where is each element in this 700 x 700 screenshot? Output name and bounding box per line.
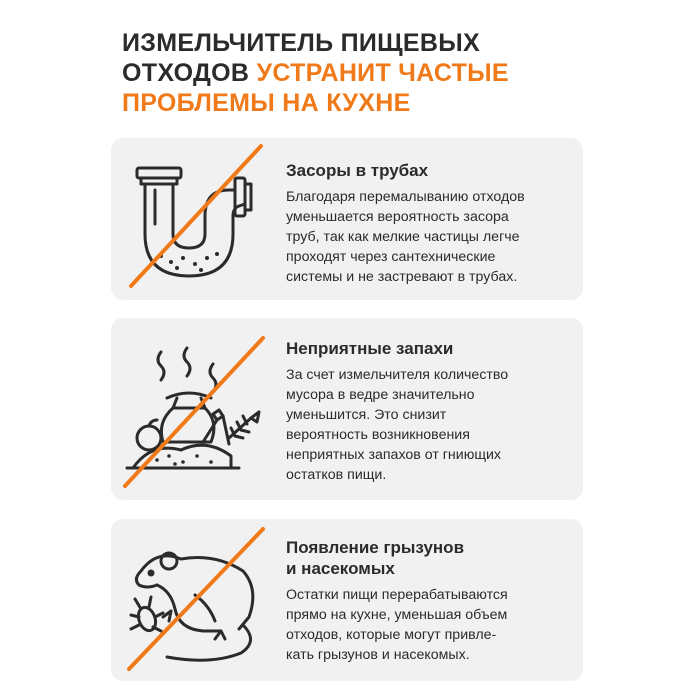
card-bad-smells xyxy=(111,318,583,500)
card-description: Остатки пищи перерабатываются прямо на кухне, уменьшая объем отходов, которые могут привле- кать грызунов и насекомых. xyxy=(286,587,508,663)
headline xyxy=(122,28,602,118)
icon-area xyxy=(111,318,276,500)
garbage-smell-icon xyxy=(111,318,276,500)
card-text xyxy=(286,160,565,287)
icon-area xyxy=(111,519,276,681)
card-text xyxy=(286,537,565,665)
card-description: За счет измельчителя количество мусора в ведре значительно уменьшится. Это снизит вероятность возникновения неприятных запахов от гниющих остатков пищи. xyxy=(286,367,509,483)
card-rodents-insects xyxy=(111,519,583,681)
card-title: Засоры в трубах xyxy=(286,161,429,180)
card-text xyxy=(286,338,565,485)
card-title: Неприятные запахи xyxy=(286,339,454,358)
headline-line2-dark: ОТХОДОВ xyxy=(122,59,257,87)
card-description: Благодаря перемалыванию отходов уменьшается вероятность засора труб, так как мелкие частицы легче проходят через сантехнические системы и не застревают в трубах. xyxy=(286,189,525,285)
headline-line2-accent: УСТРАНИТ ЧАСТЫЕ xyxy=(256,59,509,87)
card-title: Появление грызунов и насекомых xyxy=(286,538,465,578)
rat-cockroach-icon xyxy=(111,519,276,681)
headline-line1: ИЗМЕЛЬЧИТЕЛЬ ПИЩЕВЫХ xyxy=(122,29,480,57)
card-clogged-pipes xyxy=(111,138,583,300)
headline-line3-accent: ПРОБЛЕМЫ НА КУХНЕ xyxy=(122,89,411,117)
clogged-pipe-icon xyxy=(111,138,276,300)
icon-area xyxy=(111,138,276,300)
